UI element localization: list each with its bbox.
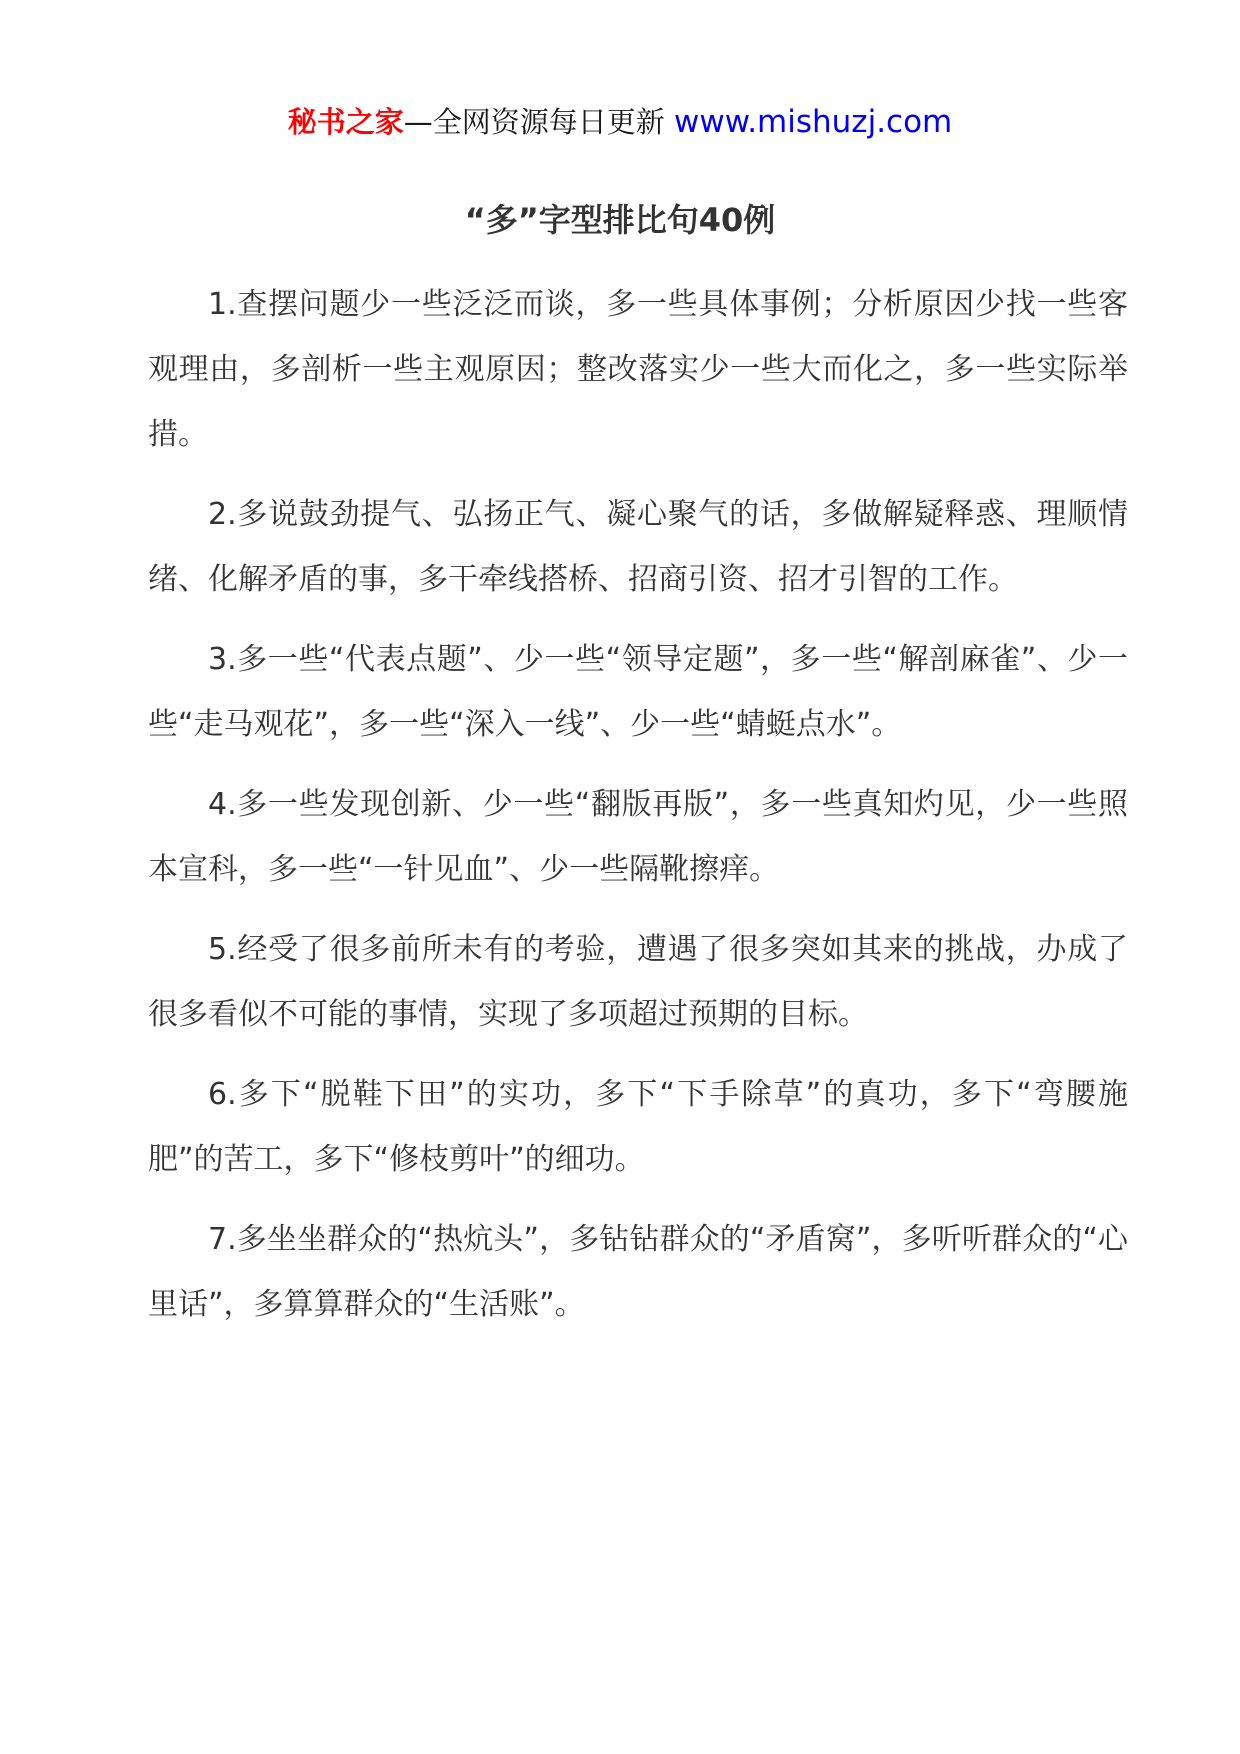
paragraph-4: 4.多一些发现创新、少一些“翻版再版”，多一些真知灼见，少一些照本宣科，多一些“一针见血”、少一些隔靴擦痒。 xyxy=(148,787,1128,887)
paragraph-1: 1.查摆问题少一些泛泛而谈，多一些具体事例；分析原因少找一些客观理由，多剖析一些主观原因；整改落实少一些大而化之，多一些实际举措。 xyxy=(148,287,1128,452)
brand-name: 秘书之家 xyxy=(287,105,404,139)
site-header xyxy=(0,100,1240,144)
document-title: “多”字型排比句40例 xyxy=(464,201,776,239)
paragraph-7: 7.多坐坐群众的“热炕头”，多钻钻群众的“矛盾窝”，多听听群众的“心里话”，多算算群众的“生活账”。 xyxy=(148,1222,1128,1322)
paragraph-6: 6.多下“脱鞋下田”的实功，多下“下手除草”的真功，多下“弯腰施肥”的苦工，多下“修枝剪叶”的细功。 xyxy=(148,1077,1128,1177)
paragraph-3: 3.多一些“代表点题”、少一些“领导定题”，多一些“解剖麻雀”、少一些“走马观花”，多一些“深入一线”、少一些“蜻蜓点水”。 xyxy=(148,642,1128,742)
paragraph-2: 2.多说鼓劲提气、弘扬正气、凝心聚气的话，多做解疑释惑、理顺情绪、化解矛盾的事，多干牵线搭桥、招商引资、招才引智的工作。 xyxy=(148,497,1128,597)
document-body xyxy=(148,272,1128,1352)
paragraph-5: 5.经受了很多前所未有的考验，遭遇了很多突如其来的挑战，办成了很多看似不可能的事情，实现了多项超过预期的目标。 xyxy=(148,932,1128,1032)
header-slogan: —全网资源每日更新 xyxy=(403,105,665,139)
site-url-link[interactable]: www.mishuzj.com xyxy=(673,104,953,140)
